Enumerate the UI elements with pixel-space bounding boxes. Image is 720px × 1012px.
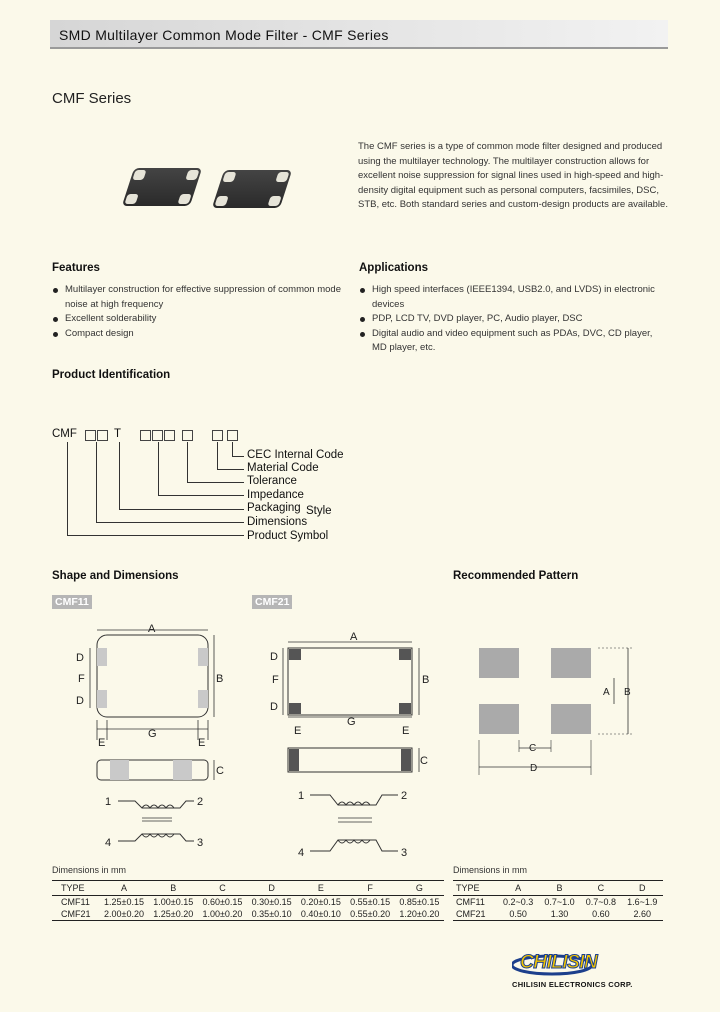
table-cell: 1.25±0.20: [149, 908, 198, 921]
table-cell: 1.25±0.15: [104, 897, 144, 907]
product-id-title: Product Identification: [52, 369, 171, 381]
cmf11-tag: CMF11: [52, 595, 92, 609]
dim-letter: E: [98, 737, 106, 749]
pattern-table: [453, 880, 663, 921]
company-logo: [512, 950, 633, 989]
dim-letter: G: [347, 716, 356, 728]
table-cell: 0.85±0.15: [399, 897, 440, 907]
table-cell: 0.2~0.3: [502, 897, 534, 907]
pid-label: Packaging: [247, 502, 301, 514]
pattern-letter: D: [530, 763, 538, 774]
list-item: Digital audio and video equipment such as PDAs, DVC, CD player, MD player, etc.: [359, 327, 667, 356]
pid-label: Product Symbol: [247, 530, 329, 542]
table-cell: CMF21: [52, 908, 99, 921]
table-header: C: [580, 881, 621, 896]
list-item: Compact design: [52, 327, 348, 342]
pin-label: 4: [105, 837, 112, 849]
dim-letter: D: [270, 701, 278, 713]
cmf21-tag: CMF21: [252, 595, 292, 609]
dim-letter: C: [216, 765, 224, 777]
table-cell: CMF21: [453, 908, 497, 921]
table-row: [453, 896, 663, 909]
dim-letter: G: [148, 728, 157, 740]
logo-mark: CHILISIN: [520, 952, 598, 973]
pin-label: 3: [401, 847, 408, 859]
header-title: SMD Multilayer Common Mode Filter - CMF Series: [59, 27, 389, 43]
table-cell: 0.60±0.15: [202, 897, 243, 907]
dim-letter: A: [148, 623, 156, 635]
dim-letter: C: [420, 755, 428, 767]
list-item: Excellent solderability: [52, 312, 348, 327]
list-item: PDP, LCD TV, DVD player, PC, Audio player, DSC: [359, 312, 667, 327]
pin-label: 4: [298, 847, 305, 859]
dim-letter: F: [272, 674, 279, 686]
table-header: TYPE: [52, 881, 99, 896]
table-cell: 0.7~0.8: [585, 897, 617, 907]
pid-label: Material Code: [247, 462, 319, 474]
table-header: D: [622, 881, 663, 896]
table-header: A: [99, 881, 148, 896]
table-cell: 0.55±0.20: [346, 908, 395, 921]
table-header-row: [52, 881, 444, 896]
table-cell: 0.40±0.10: [296, 908, 345, 921]
pattern-caption: Dimensions in mm: [453, 865, 528, 875]
list-item: High speed interfaces (IEEE1394, USB2.0, and LVDS) in electronic devices: [359, 283, 667, 312]
intro-text: The CMF series is a type of common mode filter designed and produced using the multilayer technology. The multilayer construction allows for excellent noise suppression for signal lines used in high-speed and high-density digital equipment such as personal computers, facsimiles, DSC, STB, etc. Both standard series and custom-design products are available.: [358, 141, 668, 211]
table-cell: 0.35±0.10: [247, 908, 296, 921]
applications-title: Applications: [359, 262, 429, 274]
table-cell: 0.55±0.15: [350, 897, 391, 907]
table-cell: 0.50: [497, 908, 538, 921]
pattern-letter: C: [529, 743, 537, 754]
table-cell: 1.00±0.15: [153, 897, 194, 907]
pin-label: 3: [197, 837, 204, 849]
features-title: Features: [52, 262, 100, 274]
table-cell: 1.20±0.20: [395, 908, 444, 921]
table-row: [52, 908, 444, 921]
table-row: [52, 896, 444, 909]
table-header: F: [346, 881, 395, 896]
table-header: G: [395, 881, 444, 896]
pin-label: 2: [197, 796, 204, 808]
pid-label: Style: [306, 505, 332, 517]
table-header-row: [453, 881, 663, 896]
pattern-letter: B: [624, 687, 631, 698]
table-cell: 0.20±0.15: [300, 897, 341, 907]
series-title: CMF Series: [52, 90, 132, 107]
table-cell: 0.7~1.0: [544, 897, 575, 907]
table-header: A: [497, 881, 538, 896]
table-row: [453, 908, 663, 921]
table-cell: 1.30: [539, 908, 580, 921]
table-cell: 0.60: [580, 908, 621, 921]
pin-label: 1: [105, 796, 112, 808]
table-cell: 2.60: [622, 908, 663, 921]
pattern-title: Recommended Pattern: [453, 570, 579, 582]
dim-letter: F: [78, 673, 85, 685]
pid-label: Dimensions: [247, 516, 308, 528]
logo-corp: CHILISIN ELECTRONICS CORP.: [512, 980, 633, 989]
list-item: Multilayer construction for effective suppression of common mode noise at high frequency: [52, 283, 348, 312]
pid-label: CEC Internal Code: [247, 449, 344, 461]
table-cell: CMF11: [61, 897, 90, 907]
table-cell: 1.00±0.20: [198, 908, 247, 921]
table-cell: 0.30±0.15: [251, 897, 292, 907]
pid-label: Tolerance: [247, 475, 297, 487]
part-t: T: [114, 428, 122, 440]
pattern-letter: A: [603, 687, 610, 698]
dims-caption: Dimensions in mm: [52, 865, 127, 875]
dim-letter: A: [350, 631, 358, 643]
table-header: TYPE: [453, 881, 497, 896]
dim-letter: D: [76, 695, 84, 707]
table-cell: 2.00±0.20: [99, 908, 148, 921]
table-header: D: [247, 881, 296, 896]
dim-letter: E: [198, 737, 206, 749]
table-header: B: [149, 881, 198, 896]
dim-letter: E: [402, 725, 410, 737]
table-header: B: [539, 881, 580, 896]
table-header: C: [198, 881, 247, 896]
part-prefix: CMF: [52, 428, 77, 440]
pin-label: 1: [298, 790, 305, 802]
table-header: E: [296, 881, 345, 896]
dimensions-table: [52, 880, 444, 921]
dim-letter: B: [422, 674, 430, 686]
dim-letter: B: [216, 673, 224, 685]
dim-letter: D: [76, 652, 84, 664]
pin-label: 2: [401, 790, 408, 802]
table-cell: 1.6~1.9: [627, 897, 658, 907]
shape-title: Shape and Dimensions: [52, 570, 179, 582]
dim-letter: E: [294, 725, 302, 737]
pid-label: Impedance: [247, 489, 304, 501]
table-cell: CMF11: [456, 897, 485, 907]
dim-letter: D: [270, 651, 278, 663]
